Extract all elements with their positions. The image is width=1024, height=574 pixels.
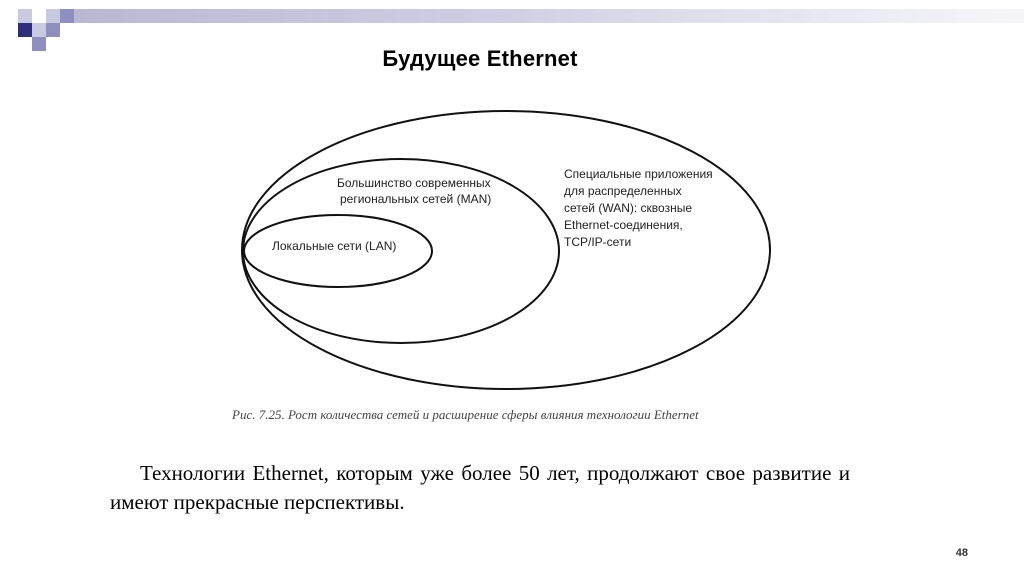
page-number: 48 xyxy=(955,547,968,559)
man-label-line: региональных сетей (MAN) xyxy=(340,192,492,206)
wan-label-line: Ethernet-соединения, xyxy=(564,218,683,232)
wan-label-line: сетей (WAN): сквозные xyxy=(564,201,693,215)
figure-caption: Рис. 7.25. Рост количества сетей и расширение сферы влияния технологии Ethernet xyxy=(232,407,699,422)
man-label xyxy=(337,176,494,206)
wan-label-line: для распределенных xyxy=(564,184,682,198)
wan-label xyxy=(564,167,716,249)
wan-label-line: Специальные приложения xyxy=(564,167,713,181)
lan-label: Локальные сети (LAN) xyxy=(272,239,397,253)
body-paragraph: Технологии Ethernet, которым уже более 50 лет, продолжают свое развитие и имеют прекрасные перспективы. xyxy=(110,461,850,514)
man-label-line: Большинство современных xyxy=(337,176,491,190)
slide-title: Будущее Ethernet xyxy=(382,46,578,71)
wan-label-line: TCP/IP-сети xyxy=(564,235,632,249)
